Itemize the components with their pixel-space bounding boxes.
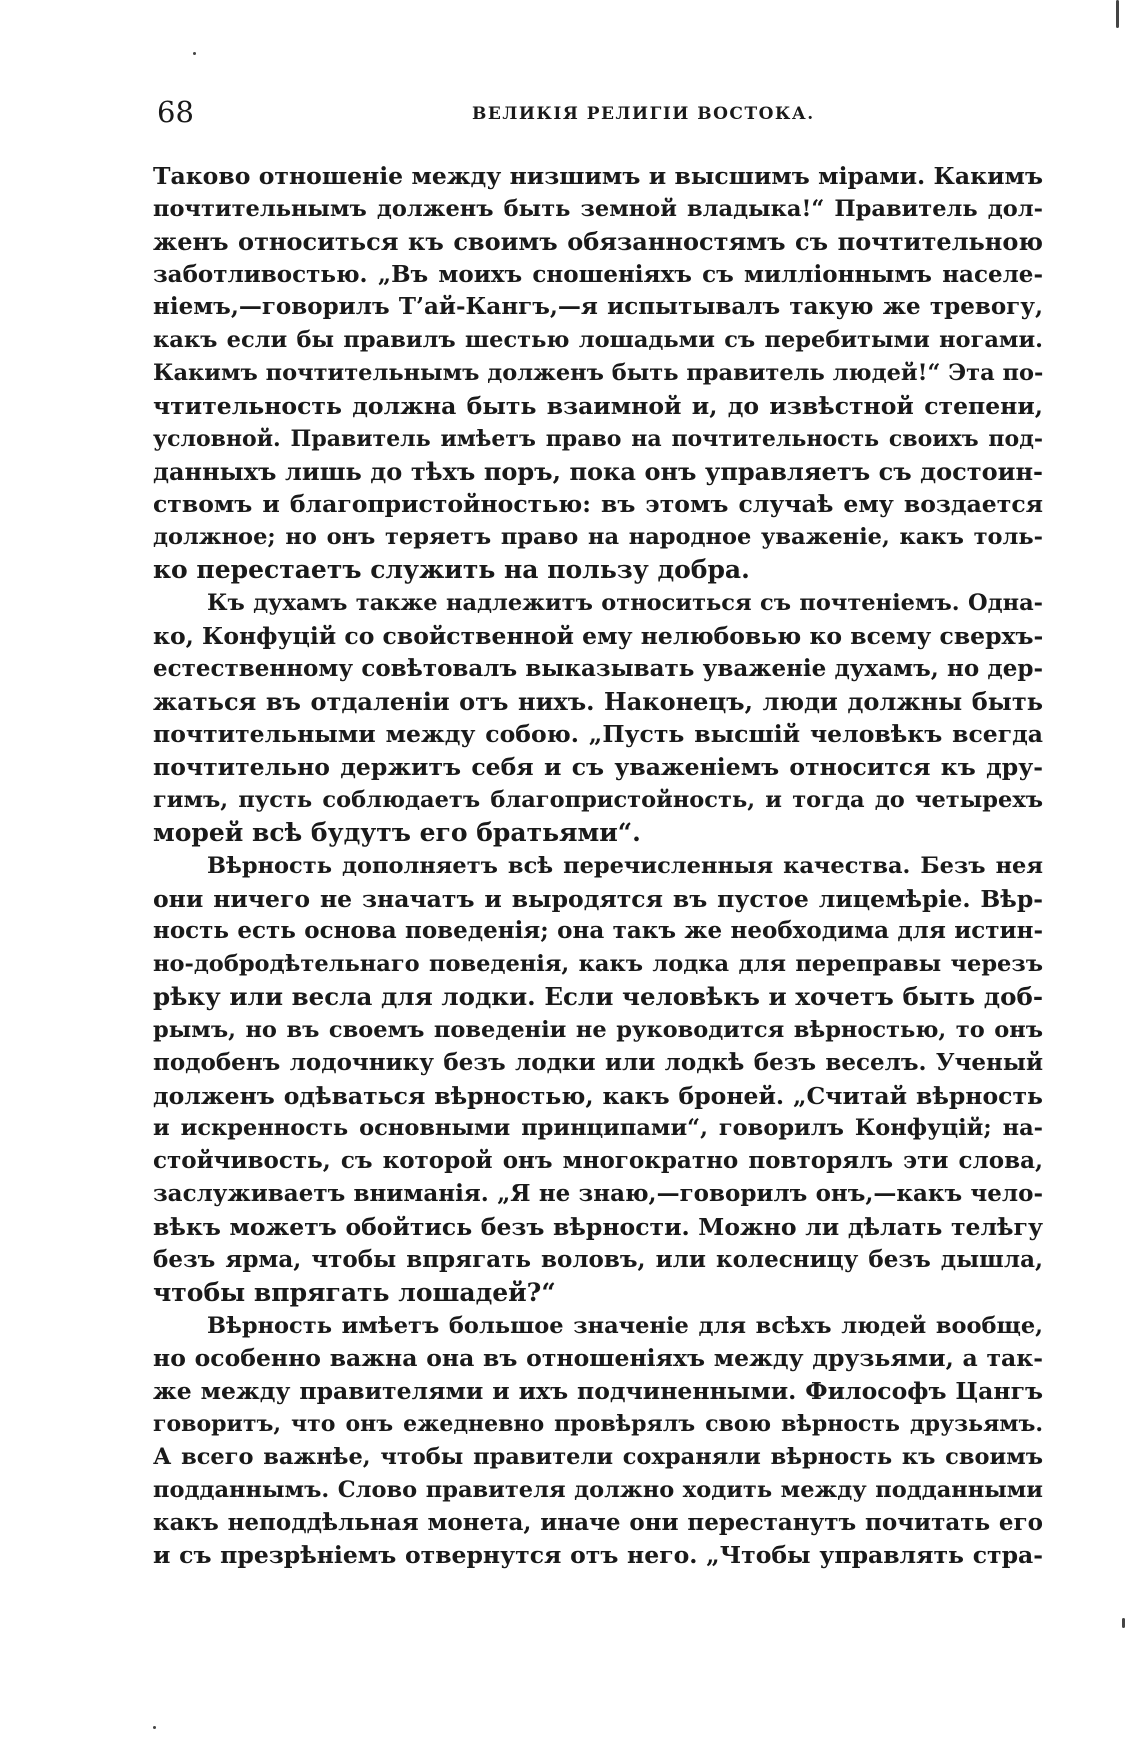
text-line: рѣку или весла для лодки. Если человѣкъ и хочетъ быть доб- bbox=[153, 982, 1043, 1012]
text-line: данныхъ лишь до тѣхъ поръ, пока онъ управляетъ съ достоин- bbox=[153, 456, 1043, 486]
text-line: ствомъ и благопристойностью: въ этомъ случаѣ ему воздается bbox=[153, 490, 1043, 519]
text-line: долженъ одѣваться вѣрностью, какъ броней. „Считай вѣрность bbox=[153, 1081, 1043, 1110]
text-line: Таково отношеніе между низшимъ и высшимъ мірами. Какимъ bbox=[153, 162, 1043, 190]
text-line: ко, Конфуцій со свойственной ему нелюбовью ко всему сверхъ- bbox=[153, 621, 1043, 650]
scan-speck bbox=[153, 1726, 156, 1729]
text-line: Вѣрность дополняетъ всѣ перечисленныя качества. Безъ нея bbox=[207, 852, 1043, 879]
text-line: безъ ярма, чтобы впрягать воловъ, или колесницу безъ дышла, bbox=[153, 1245, 1043, 1273]
text-line: почтительными между собою. „Пусть высшій человѣкъ всегда bbox=[153, 720, 1043, 749]
scan-speck bbox=[193, 52, 196, 55]
text-line: естественному совѣтовалъ выказывать уваженіе духамъ, но дер- bbox=[153, 654, 1043, 682]
text-line: должное; но онъ теряетъ право на народное уваженіе, какъ толь- bbox=[153, 524, 1043, 551]
text-line: жаться въ отдаленіи отъ нихъ. Наконецъ, люди должны быть bbox=[153, 686, 1043, 716]
scan-speck bbox=[1116, 0, 1119, 28]
page-number: 68 bbox=[157, 95, 194, 129]
text-line: стойчивость, съ которой онъ многократно повторялъ эти слова, bbox=[153, 1147, 1043, 1175]
text-line: морей всѣ будутъ его братьями“. bbox=[153, 817, 641, 847]
text-line: рымъ, но въ своемъ поведеніи не руководится вѣрностью, то онъ bbox=[153, 1016, 1043, 1043]
text-line: какъ неподдѣльная монета, иначе они перестанутъ почитать его bbox=[153, 1508, 1043, 1536]
text-line: ніемъ,—говорилъ Т’ай-Кангъ,—я испытывалъ такую же тревогу, bbox=[153, 293, 1043, 321]
text-line: заботливостью. „Въ моихъ сношеніяхъ съ милліоннымъ населе- bbox=[153, 260, 1043, 288]
running-head: ВЕЛИКІЯ РЕЛИГІИ ВОСТОКА. bbox=[472, 104, 815, 124]
text-line: Къ духамъ также надлежитъ относиться съ почтеніемъ. Одна- bbox=[207, 589, 1043, 616]
text-line: условной. Правитель имѣетъ право на почтительность своихъ под- bbox=[153, 425, 1043, 452]
text-line: чтительность должна быть взаимной и, до извѣстной степени, bbox=[153, 391, 1043, 420]
text-line: почтительнымъ долженъ быть земной владыка!“ Правитель дол- bbox=[153, 195, 1043, 222]
body-text bbox=[153, 160, 1043, 1572]
text-line: вѣкъ можетъ обойтись безъ вѣрности. Можно ли дѣлать телѣгу bbox=[153, 1213, 1043, 1241]
text-line: какъ если бы правилъ шестью лошадьми съ перебитыми ногами. bbox=[153, 327, 1043, 354]
text-line: ность есть основа поведенія; она такъ же необходима для истин- bbox=[153, 917, 1043, 945]
text-line: Вѣрность имѣетъ большое значеніе для всѣхъ людей вообще, bbox=[207, 1312, 1043, 1339]
text-line: почтительно держитъ себя и съ уваженіемъ относится къ дру- bbox=[153, 753, 1043, 782]
text-line: но особенно важна она въ отношеніяхъ между друзьями, а так- bbox=[153, 1344, 1043, 1373]
text-line: ко перестаетъ служить на пользу добра. bbox=[153, 555, 750, 585]
scan-speck bbox=[1122, 1618, 1125, 1628]
text-line: Какимъ почтительнымъ долженъ быть правитель людей!“ Эта по- bbox=[153, 360, 1043, 387]
text-line: подобенъ лодочнику безъ лодки или лодкѣ безъ веселъ. Ученый bbox=[153, 1048, 1043, 1076]
text-line: и съ презрѣніемъ отвернутся отъ него. „Чтобы управлять стра- bbox=[153, 1541, 1043, 1570]
text-line: же между правителями и ихъ подчиненными. Философъ Цангъ bbox=[153, 1377, 1043, 1406]
text-line: но-добродѣтельнаго поведенія, какъ лодка для переправы черезъ bbox=[153, 951, 1043, 978]
text-line: чтобы впрягать лошадей?“ bbox=[153, 1277, 556, 1307]
text-line: заслуживаетъ вниманія. „Я не знаю,—говорилъ онъ,—какъ чело- bbox=[153, 1180, 1043, 1208]
text-line: подданнымъ. Слово правителя должно ходить между подданными bbox=[153, 1476, 1043, 1503]
text-line: гимъ, пусть соблюдаетъ благопристойность, и тогда до четырехъ bbox=[153, 787, 1043, 814]
page-header bbox=[157, 95, 1027, 135]
text-line: А всего важнѣе, чтобы правители сохраняли вѣрность къ своимъ bbox=[153, 1443, 1043, 1470]
text-line: они ничего не значатъ и выродятся въ пустое лицемѣріе. Вѣр- bbox=[153, 884, 1043, 913]
text-line: женъ относиться къ своимъ обязанностямъ съ почтительною bbox=[153, 226, 1043, 256]
text-line: говоритъ, что онъ ежедневно провѣрялъ свою вѣрность друзьямъ. bbox=[153, 1411, 1043, 1438]
text-line: и искренность основными принципами“, говорилъ Конфуцій; на- bbox=[153, 1115, 1043, 1142]
